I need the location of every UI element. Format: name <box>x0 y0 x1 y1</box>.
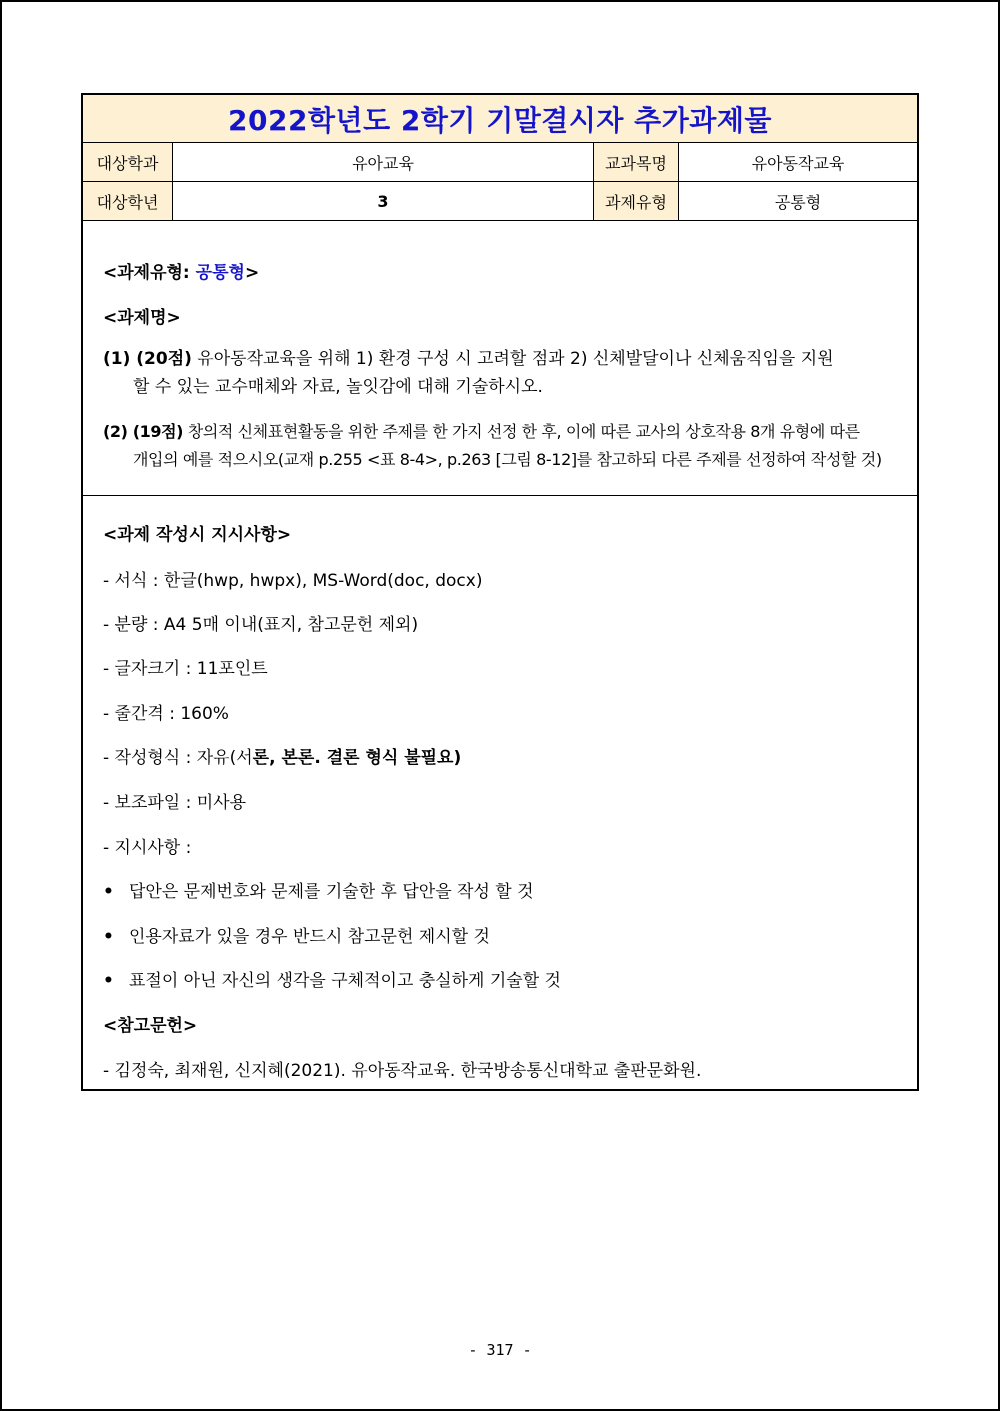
info-row-dept-course <box>83 143 917 182</box>
document-title: 2022학년도 2학기 기말결시자 추가과제물 <box>83 95 917 143</box>
instruction-length: - 분량 : A4 5매 이내(표지, 참고문헌 제외) <box>103 615 419 635</box>
dept-label: 대상학과 <box>83 143 173 181</box>
assignment-section <box>83 221 917 496</box>
assignment-name-heading: <과제명> <box>103 308 181 328</box>
reference-heading: <참고문헌> <box>103 1016 198 1036</box>
instruction-font-size: - 글자크기 : 11포인트 <box>103 659 268 679</box>
reference-entry: - 김정숙, 최재원, 신지혜(2021). 유아동작교육. 한국방송통신대학교 출판문화원. <box>103 1061 702 1081</box>
grade-value: 3 <box>173 182 594 220</box>
bullet-icon: • <box>103 882 114 902</box>
question-2 <box>103 418 899 474</box>
info-row-grade-type <box>83 182 917 221</box>
grade-label: 대상학년 <box>83 182 173 220</box>
instruction-style-bold: 론, 본론. 결론 형식 불필요) <box>252 748 462 768</box>
question-1-line2: 할 수 있는 교수매체와 자료, 놀잇감에 대해 기술하시오. <box>133 377 543 397</box>
assignment-sheet <box>81 93 919 1091</box>
type-label: 과제유형 <box>594 182 679 220</box>
dept-value: 유아교육 <box>173 143 594 181</box>
course-value: 유아동작교육 <box>751 153 845 173</box>
bullet-icon: • <box>103 927 114 947</box>
assignment-type-heading <box>103 258 259 283</box>
instruction-style <box>103 743 461 768</box>
directive-text: 표절이 아닌 자신의 생각을 구체적이고 충실하게 기술할 것 <box>129 971 561 991</box>
question-2-number: (2) (19점) <box>103 422 184 441</box>
page-number: - 317 - <box>468 1341 532 1359</box>
instructions-section <box>83 496 917 1086</box>
instruction-format: - 서식 : 한글(hwp, hwpx), MS-Word(doc, docx) <box>103 571 483 591</box>
instruction-style-prefix: - 작성형식 : 자유(서 <box>103 748 253 768</box>
instructions-heading: <과제 작성시 지시사항> <box>103 525 292 545</box>
question-2-line2: 개입의 예를 적으시오(교재 p.255 <표 8-4>, p.263 [그림 8-12]를 참고하되 다른 주제를 선정하여 작성할 것) <box>133 450 882 469</box>
type-heading-prefix: <과제유형: <box>103 263 196 283</box>
directive-item <box>103 877 534 902</box>
type-value: 공통형 <box>774 192 822 212</box>
instruction-line-spacing: - 줄간격 : 160% <box>103 704 229 724</box>
type-heading-suffix: > <box>244 263 260 283</box>
course-label: 교과목명 <box>594 143 679 181</box>
question-1-number: (1) (20점) <box>103 349 192 369</box>
question-2-line1: 창의적 신체표현활동을 위한 주제를 한 가지 선정 한 후, 이에 따른 교사의 상호작용 8개 유형에 따른 <box>183 422 860 441</box>
directive-item <box>103 922 490 947</box>
question-1-line1: 유아동작교육을 위해 1) 환경 구성 시 고려할 점과 2) 신체발달이나 신체움직임을 지원 <box>191 349 834 369</box>
question-1 <box>103 345 899 401</box>
instruction-directives: - 지시사항 : <box>103 838 192 858</box>
instruction-aux-file: - 보조파일 : 미사용 <box>103 793 247 813</box>
directive-text: 답안은 문제번호와 문제를 기술한 후 답안을 작성 할 것 <box>129 882 534 902</box>
directive-item <box>103 966 561 991</box>
bullet-icon: • <box>103 971 114 991</box>
type-heading-value: 공통형 <box>195 263 245 283</box>
directive-text: 인용자료가 있을 경우 반드시 참고문헌 제시할 것 <box>129 927 490 947</box>
